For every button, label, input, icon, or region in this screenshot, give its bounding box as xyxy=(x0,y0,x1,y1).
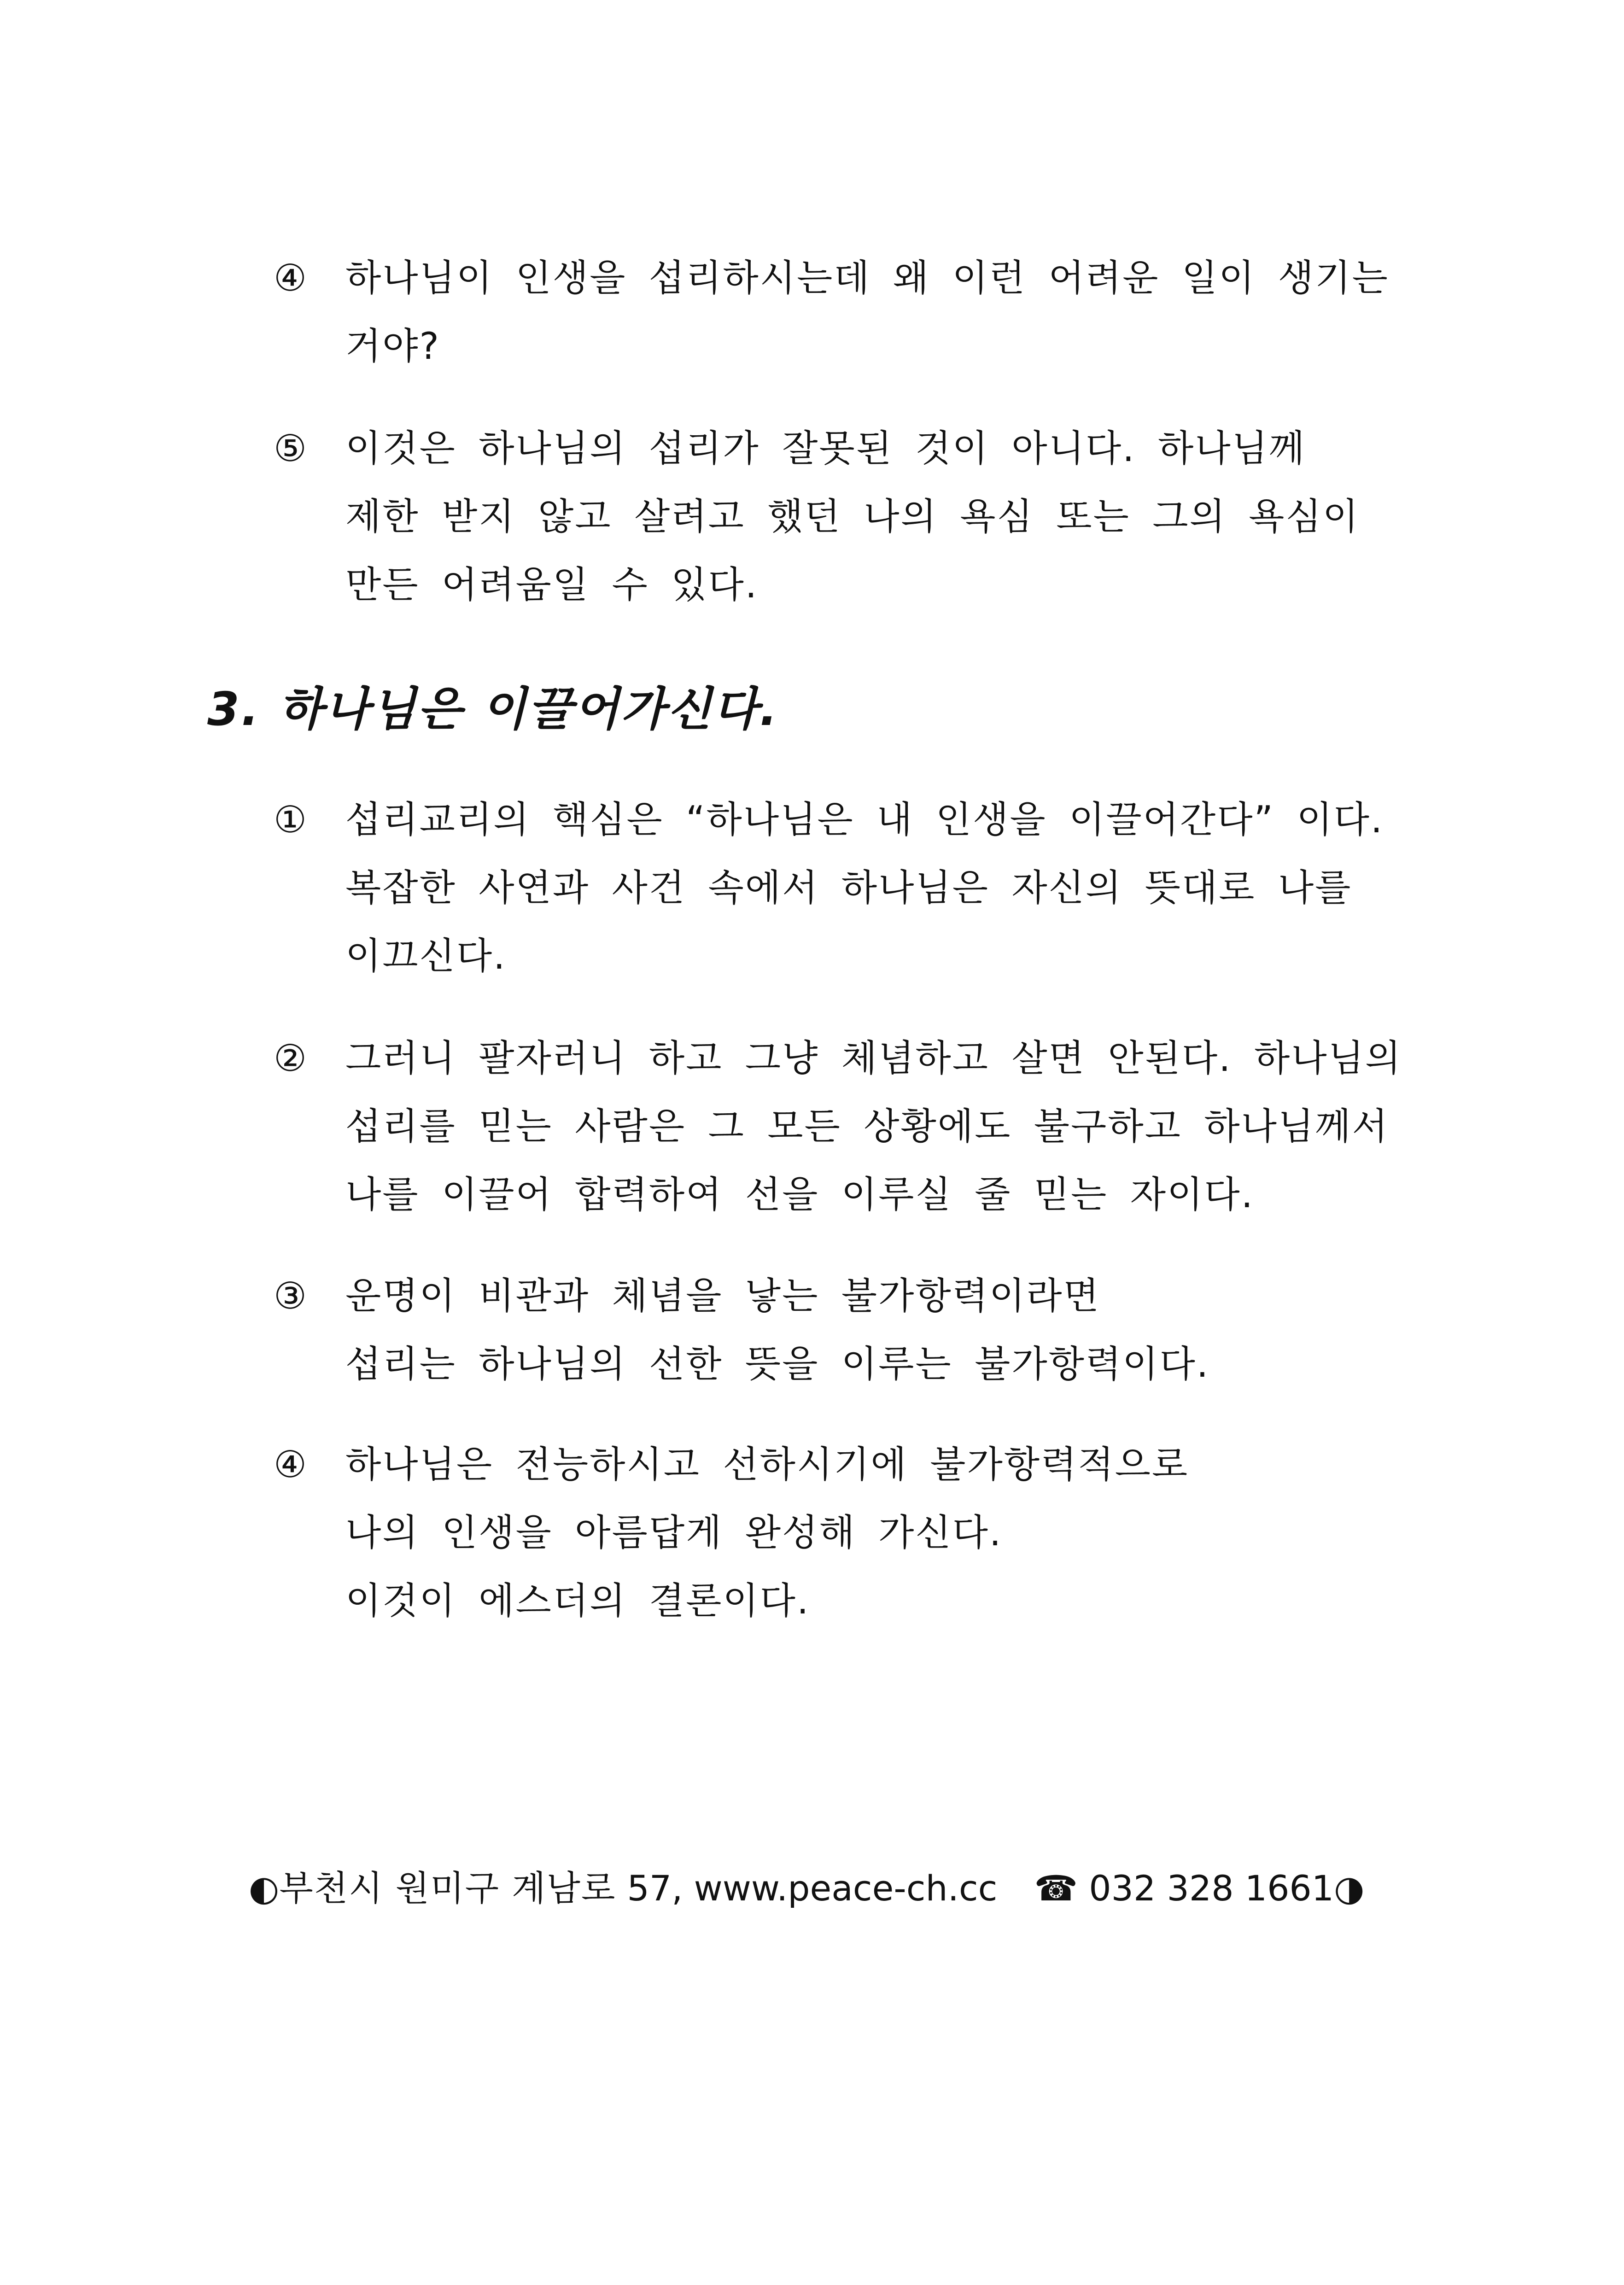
item-number-marker: ① xyxy=(274,798,307,841)
item-number-marker: ④ xyxy=(274,257,307,299)
footer-contact xyxy=(249,1861,1400,1916)
item-text-line: 섭리를 믿는 사람은 그 모든 상황에도 불구하고 하나님께서 xyxy=(345,1105,1389,1148)
item-text-line: 만든 어려움일 수 있다. xyxy=(345,563,759,606)
item-number-marker: ④ xyxy=(274,1443,307,1486)
item-text-line: 나를 이끌어 합력하여 선을 이루실 줄 믿는 자이다. xyxy=(345,1173,1255,1216)
footer-phone: 032 328 1661 xyxy=(1078,1868,1334,1909)
item-text-line: 거야? xyxy=(345,325,441,368)
half-circle-left-icon: ◐ xyxy=(249,1868,280,1909)
item-text xyxy=(345,786,1446,990)
item-text xyxy=(345,244,1446,380)
item-text-line: 이끄신다. xyxy=(345,935,507,977)
footer-address: 부천시 원미구 계남로 xyxy=(279,1868,616,1909)
item-text-line: 섭리교리의 핵심은 “하나님은 내 인생을 이끌어간다” 이다. xyxy=(345,798,1384,841)
item-text xyxy=(345,1431,1446,1635)
item-text-line: 하나님이 인생을 섭리하시는데 왜 이런 어려운 일이 생기는 xyxy=(345,257,1389,299)
section-heading: 3. 하나님은 이끌어가신다. xyxy=(207,682,779,736)
item-text-line: 이것은 하나님의 섭리가 잘못된 것이 아니다. 하나님께 xyxy=(345,427,1306,470)
item-text xyxy=(345,1262,1446,1398)
item-text-line: 복잡한 사연과 사건 속에서 하나님은 자신의 뜻대로 나를 xyxy=(345,866,1352,909)
item-text-line: 운명이 비관과 체념을 낳는 불가항력이라면 xyxy=(345,1274,1100,1317)
item-text-line: 하나님은 전능하시고 선하시기에 불가항력적으로 xyxy=(345,1443,1189,1486)
half-circle-right-icon: ◑ xyxy=(1334,1868,1365,1909)
item-number-marker: ③ xyxy=(274,1274,307,1317)
item-number-marker: ⑤ xyxy=(274,427,307,470)
footer-number-url: 57, www.peace-ch.cc xyxy=(616,1868,998,1909)
phone-icon: ☎ xyxy=(1034,1868,1078,1909)
item-text xyxy=(345,415,1446,619)
item-text-line: 섭리는 하나님의 선한 뜻을 이루는 불가항력이다. xyxy=(345,1343,1210,1385)
item-text-line: 제한 받지 않고 살려고 했던 나의 욕심 또는 그의 욕심이 xyxy=(345,495,1360,538)
item-text-line: 그러니 팔자러니 하고 그냥 체념하고 살면 안된다. 하나님의 xyxy=(345,1037,1402,1080)
item-text xyxy=(345,1024,1446,1229)
item-text-line: 나의 인생을 아름답게 완성해 가신다. xyxy=(345,1511,1003,1554)
item-text-line: 이것이 에스더의 결론이다. xyxy=(345,1579,810,1622)
item-number-marker: ② xyxy=(274,1037,307,1080)
